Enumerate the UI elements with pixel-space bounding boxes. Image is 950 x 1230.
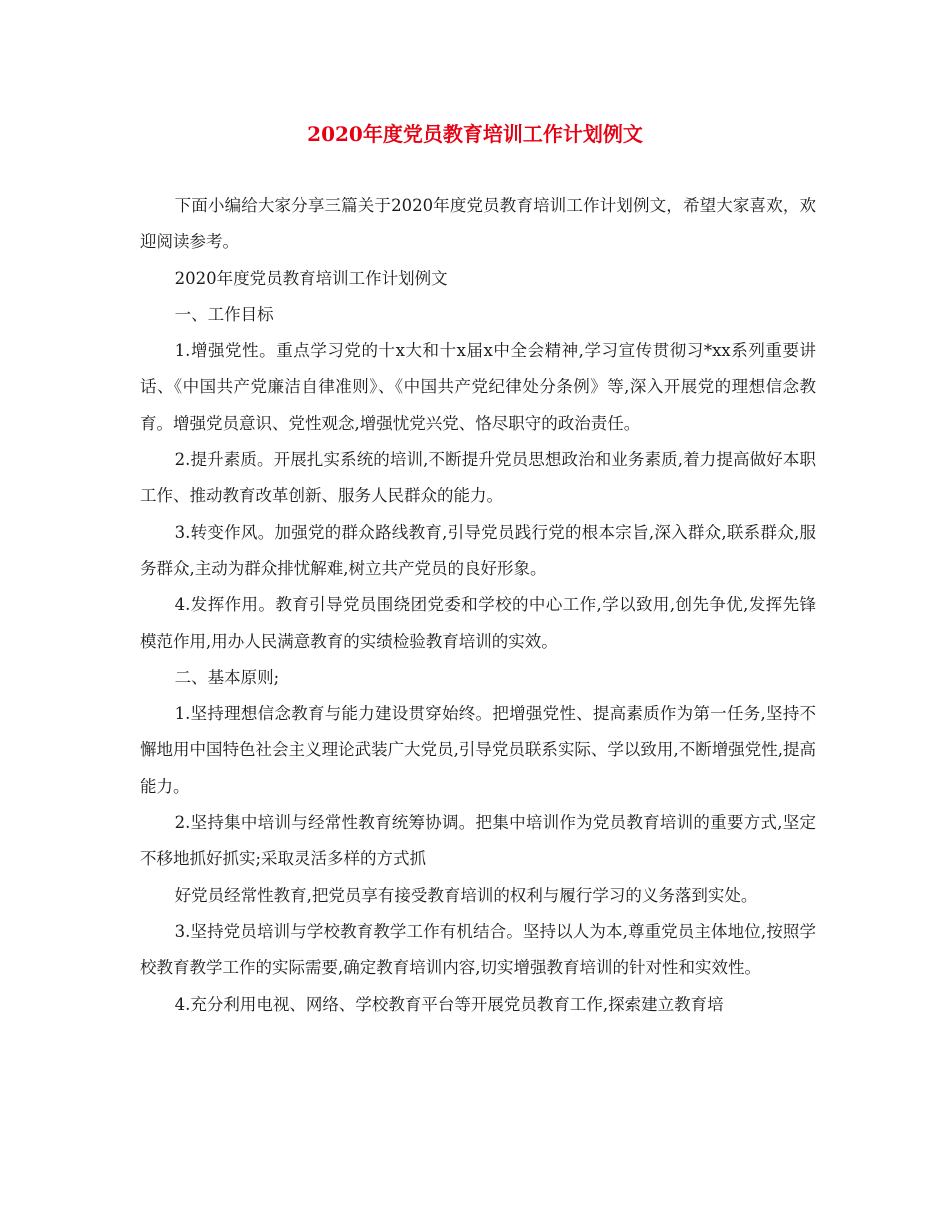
paragraph-principle-3: 3.坚持党员培训与学校教育教学工作有机结合。坚持以人为本,尊重党员主体地位,按照学校教育教学工作的实际需要,确定教育培训内容,切实增强教育培训的针对性和实效性。 [140, 921, 816, 978]
paragraph-goal-1: 1.增强党性。重点学习党的十x大和十x届x中全会精神,学习宣传贯彻习*xx系列重要讲话、《中国共产党廉洁自律准则》、《中国共产党纪律处分条例》等,深入开展党的理想信念教育。增强党员意识、党性观念,增强忧党兴党、恪尽职守的政治责任。 [140, 341, 816, 433]
paragraph-goal-2: 2.提升素质。开展扎实系统的培训,不断提升党员思想政治和业务素质,着力提高做好本职工作、推动教育改革创新、服务人民群众的能力。 [140, 450, 816, 506]
paragraph-principle-4: 4.充分利用电视、网络、学校教育平台等开展党员教育工作,探索建立教育培 [174, 994, 724, 1014]
paragraph-goal-3: 3.转变作风。加强党的群众路线教育,引导党员践行党的根本宗旨,深入群众,联系群众,服务群众,主动为群众排忧解难,树立共产党员的良好形象。 [140, 522, 816, 578]
paragraph-principle-1: 1.坚持理想信念教育与能力建设贯穿始终。把增强党性、提高素质作为第一任务,坚持不懈地用中国特色社会主义理论武装广大党员,引导党员联系实际、学以致用,不断增强党性,提高能力。 [140, 704, 816, 796]
document-title: 2020年度党员教育培训工作计划例文 [307, 122, 643, 146]
paragraph-principle-2-cont: 好党员经常性教育,把党员享有接受教育培训的权利与履行学习的义务落到实处。 [174, 885, 758, 905]
section-heading-principles: 二、基本原则; [174, 667, 280, 687]
section-heading-goals: 一、工作目标 [174, 304, 274, 324]
paragraph-intro: 下面小编给大家分享三篇关于2020年度党员教育培训工作计划例文，希望大家喜欢，欢迎阅读参考。 [140, 196, 816, 252]
paragraph-principle-2: 2.坚持集中培训与经常性教育统筹协调。把集中培训作为党员教育培训的重要方式,坚定不移地抓好抓实;采取灵活多样的方式抓 [140, 813, 816, 869]
paragraph-subtitle: 2020年度党员教育培训工作计划例文 [174, 268, 448, 288]
paragraph-goal-4: 4.发挥作用。教育引导党员围绕团党委和学校的中心工作,学以致用,创先争优,发挥先锋模范作用,用办人民满意教育的实绩检验教育培训的实效。 [140, 595, 816, 651]
document-body [140, 188, 816, 1023]
